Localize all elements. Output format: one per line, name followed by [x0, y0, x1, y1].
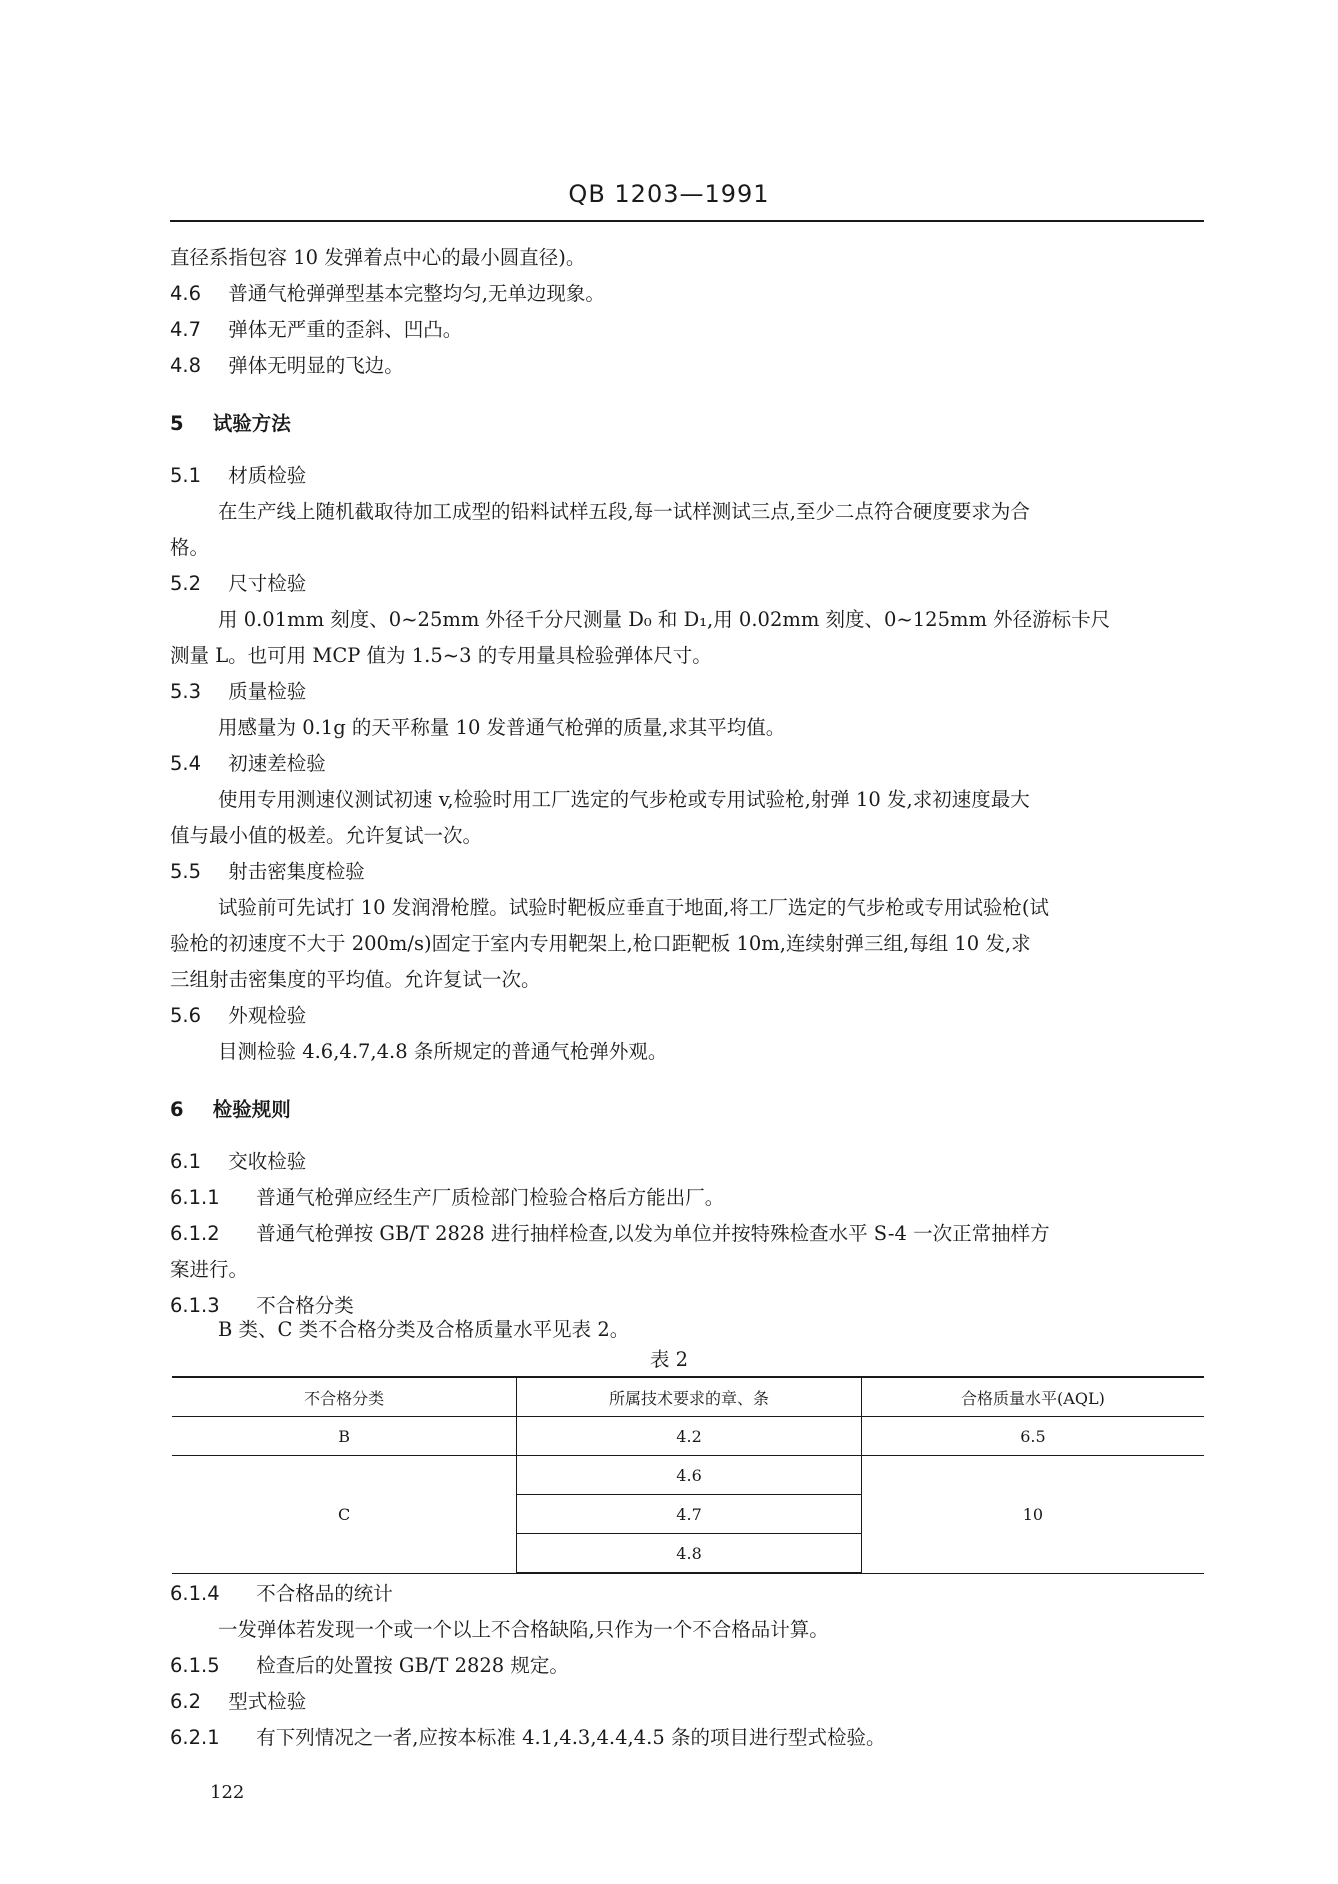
- table-row: [172, 1456, 1204, 1495]
- section-5-heading: [170, 410, 1204, 438]
- clause-5-5-text: 试验前可先试打 10 发润滑枪膛。试验时靶板应垂直于地面,将工厂选定的气步枪或专用试验枪(试: [218, 896, 1050, 919]
- clause-number: 4.6: [170, 282, 202, 305]
- clause-number: 6.1.4: [170, 1582, 220, 1605]
- clause-5-1-text: 在生产线上随机截取待加工成型的铅料试样五段,每一试样测试三点,至少二点符合硬度要求为合: [218, 500, 1030, 523]
- clause-6-1-4-heading: [170, 1580, 1204, 1608]
- clause-6-1-5: [170, 1652, 1204, 1680]
- table-2-caption: 表 2: [649, 1348, 689, 1371]
- clause-5-4-heading: [170, 750, 1204, 778]
- section-title: 试验方法: [212, 412, 291, 435]
- clause-6-1-4-text: 一发弹体若发现一个或一个以上不合格缺陷,只作为一个不合格品计算。: [218, 1618, 829, 1641]
- section-title: 检验规则: [212, 1098, 291, 1121]
- table-cell-class: B: [172, 1417, 517, 1456]
- table-cell-aql: 10: [861, 1456, 1204, 1574]
- clause-5-6-text: 目测检验 4.6,4.7,4.8 条所规定的普通气枪弹外观。: [218, 1040, 668, 1063]
- clause-5-3-heading: [170, 678, 1204, 706]
- clause-number: 6.2.1: [170, 1726, 220, 1749]
- clause-title: 外观检验: [228, 1004, 307, 1027]
- clause-number: 5.1: [170, 464, 202, 487]
- clause-number: 6.1.1: [170, 1186, 220, 1209]
- clause-number: 5.5: [170, 860, 202, 883]
- table-row: [172, 1417, 1204, 1456]
- clause-5-1-text-cont: 格。: [170, 536, 210, 559]
- column-header: 不合格分类: [172, 1377, 517, 1417]
- header-rule: [170, 220, 1204, 222]
- clause-text: 检查后的处置按 GB/T 2828 规定。: [256, 1654, 569, 1677]
- clause-4-7: [170, 316, 1204, 344]
- table-cell-class: C: [172, 1456, 517, 1574]
- clause-text: 普通气枪弹应经生产厂质检部门检验合格后方能出厂。: [256, 1186, 725, 1209]
- clause-number: 6.1.5: [170, 1654, 220, 1677]
- clause-6-1-2: [170, 1220, 1204, 1248]
- clause-title: 不合格分类: [256, 1294, 354, 1317]
- clause-4-8: [170, 352, 1204, 380]
- clause-number: 5.6: [170, 1004, 202, 1027]
- table-cell-aql: 6.5: [861, 1417, 1204, 1456]
- clause-5-5-text-cont: 验枪的初速度不大于 200m/s)固定于室内专用靶架上,枪口距靶板 10m,连续射弹三组,每组 10 发,求: [170, 932, 1031, 955]
- clause-6-1-heading: [170, 1148, 1204, 1176]
- clause-5-5-heading: [170, 858, 1204, 886]
- clause-title: 尺寸检验: [228, 572, 307, 595]
- clause-5-2-text: 用 0.01mm 刻度、0~25mm 外径千分尺测量 D₀ 和 D₁,用 0.02mm 刻度、0~125mm 外径游标卡尺: [218, 608, 1111, 631]
- clause-6-1-1: [170, 1184, 1204, 1212]
- clause-4-6: [170, 280, 1204, 308]
- table-header-row: [172, 1377, 1204, 1417]
- clause-number: 5.2: [170, 572, 202, 595]
- table-cell-clause: 4.6: [517, 1456, 862, 1495]
- clause-number: 6.1.3: [170, 1294, 220, 1317]
- clause-5-2-heading: [170, 570, 1204, 598]
- clause-5-1-heading: [170, 462, 1204, 490]
- clause-5-5-text-cont2: 三组射击密集度的平均值。允许复试一次。: [170, 968, 541, 991]
- clause-6-1-3-text: B 类、C 类不合格分类及合格质量水平见表 2。: [218, 1318, 630, 1341]
- clause-5-4-text-cont: 值与最小值的极差。允许复试一次。: [170, 824, 483, 847]
- clause-number: 4.7: [170, 318, 202, 341]
- clause-number: 4.8: [170, 354, 202, 377]
- section-6-heading: [170, 1096, 1204, 1124]
- clause-6-2-heading: [170, 1688, 1204, 1716]
- section-number: 6: [170, 1098, 184, 1121]
- clause-text: 弹体无严重的歪斜、凹凸。: [228, 318, 463, 341]
- clause-number: 6.1: [170, 1150, 202, 1173]
- clause-title: 初速差检验: [228, 752, 326, 775]
- clause-title: 交收检验: [228, 1150, 307, 1173]
- clause-text: 有下列情况之一者,应按本标准 4.1,4.3,4.4,4.5 条的项目进行型式检验。: [256, 1726, 886, 1749]
- clause-title: 不合格品的统计: [256, 1582, 393, 1605]
- clause-5-3-text: 用感量为 0.1g 的天平称量 10 发普通气枪弹的质量,求其平均值。: [218, 716, 786, 739]
- column-header: 所属技术要求的章、条: [517, 1377, 862, 1417]
- clause-text: 普通气枪弹按 GB/T 2828 进行抽样检查,以发为单位并按特殊检查水平 S-4 一次正常抽样方: [256, 1222, 1050, 1245]
- clause-5-4-text: 使用专用测速仪测试初速 v,检验时用工厂选定的气步枪或专用试验枪,射弹 10 发,求初速度最大: [218, 788, 1030, 811]
- clause-number: 5.3: [170, 680, 202, 703]
- clause-number: 6.1.2: [170, 1222, 220, 1245]
- clause-6-1-2-cont: 案进行。: [170, 1258, 249, 1281]
- table-cell-clause: 4.7: [517, 1495, 862, 1534]
- clause-number: 6.2: [170, 1690, 202, 1713]
- column-header: 合格质量水平(AQL): [861, 1377, 1204, 1417]
- page-number: 122: [210, 1782, 245, 1803]
- clause-title: 质量检验: [228, 680, 307, 703]
- clause-title: 型式检验: [228, 1690, 307, 1713]
- standard-header: QB 1203—1991: [568, 180, 770, 208]
- clause-text: 普通气枪弹弹型基本完整均匀,无单边现象。: [228, 282, 605, 305]
- clause-text: 弹体无明显的飞边。: [228, 354, 404, 377]
- clause-5-2-text-cont: 测量 L。也可用 MCP 值为 1.5~3 的专用量具检验弹体尺寸。: [170, 644, 712, 667]
- clause-number: 5.4: [170, 752, 202, 775]
- clause-6-2-1: [170, 1724, 1204, 1752]
- continued-text: 直径系指包容 10 发弹着点中心的最小圆直径)。: [170, 246, 586, 269]
- table-2: [172, 1376, 1204, 1574]
- clause-5-6-heading: [170, 1002, 1204, 1030]
- table-cell-clause: 4.8: [517, 1534, 862, 1574]
- clause-title: 射击密集度检验: [228, 860, 365, 883]
- table-cell-clause: 4.2: [517, 1417, 862, 1456]
- section-number: 5: [170, 412, 184, 435]
- clause-title: 材质检验: [228, 464, 307, 487]
